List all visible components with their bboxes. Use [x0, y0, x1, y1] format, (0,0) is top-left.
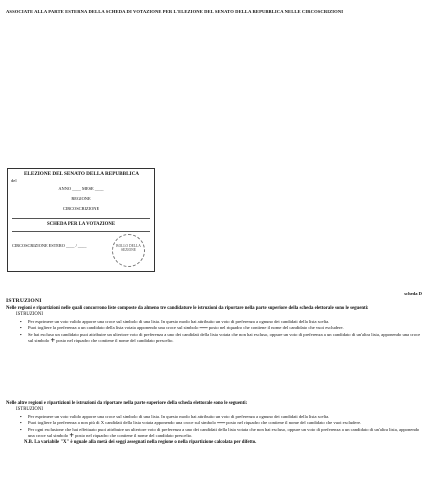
section-2-subtitle: ISTRUZIONI — [16, 407, 43, 413]
bullet-text: Per esprimere un voto valido apporre una croce sul simbolo di una lista. In questo modo hai attribuito un voto di preferenza a ognuno dei candidati della lista scelta. — [28, 318, 330, 324]
section-1-subtitle: ISTRUZIONI — [16, 312, 43, 318]
bullet-text: posto nel riquadro che contiene il nome del candidato prescelto. — [56, 338, 174, 344]
card-scheda-label: SCHEDA PER LA VOTAZIONE — [46, 222, 116, 227]
section-2-bullet-3 — [6, 427, 422, 440]
minus-symbol-icon: — — [199, 323, 208, 333]
bullet-dot: • — [20, 426, 22, 432]
plus-symbol-icon: + — [69, 431, 74, 441]
card-divider — [12, 218, 150, 219]
minus-symbol-icon: — — [217, 418, 226, 428]
ballot-card — [7, 168, 155, 272]
bullet-text: posto nel riquadro che contiene il nome del candidato che vuoi escludere. — [208, 325, 344, 331]
card-title: ELEZIONE DEL SENATO DELLA REPUBBLICA — [23, 171, 140, 177]
section-stamp: BOLLO DELLA SEZIONE — [112, 234, 145, 267]
bullet-text: Per ogni esclusione che hai effettuato puoi attribuire un ulteriore voto di preferenza a uno dei candidati della lista votata che non hai escluso, oppure un voto di preferenza a un candidato di un'altra lista, apponendo una croce sul simbolo — [28, 426, 420, 439]
bullet-text: posto nel riquadro che contiene il nome del candidato prescelto. — [75, 433, 193, 439]
card-region-line: REGIONE — [71, 196, 91, 201]
card-subtitle: del — [11, 178, 17, 183]
bullet-dot: • — [20, 413, 22, 419]
card-date-line: ANNO ____ MESE ____ — [58, 186, 104, 191]
section-2-note: N.B. La variabile "X" è uguale alla metà dei seggi assegnati nella regione o nella ripartizione calcolata per difetto. — [24, 439, 257, 445]
instructions-title: ISTRUZIONI — [6, 298, 42, 304]
bullet-text: posto nel riquadro che contiene il nome del candidato che vuoi escludere. — [226, 420, 362, 426]
card-divider — [12, 231, 150, 232]
plus-symbol-icon: + — [50, 336, 56, 346]
section-1-intro: Nelle regioni e ripartizioni nelle quali concorrono liste composte da almeno tre candidature le istruzioni da riportare nella parte superiore della scheda elettorale sono le seguenti: — [6, 306, 369, 311]
card-circ-label: CIRCOSCRIZIONE ESTERO ____ / ____ — [12, 243, 87, 248]
bullet-text: Se hai escluso un candidato puoi attribuire un ulteriore voto di preferenza a uno dei candidati della lista votata che non hai escluso, oppure un voto di preferenza a un candidato di un'altra lista, apponendo una croce sul simbolo — [28, 331, 421, 344]
section-1-bullet-2 — [6, 325, 422, 332]
bullet-dot: • — [20, 420, 22, 426]
bullet-dot: • — [20, 331, 22, 337]
section-2-bullet-2 — [6, 420, 422, 427]
bullet-dot: • — [20, 325, 22, 331]
bullet-dot: • — [20, 318, 22, 324]
section-1 — [6, 306, 422, 345]
section-1-bullet-3 — [6, 332, 422, 345]
section-2-intro: Nelle altre regioni e ripartizioni le istruzioni da riportare nella parte superiore della scheda elettorale sono le seguenti: — [6, 401, 248, 406]
bullet-text: Puoi togliere la preferenza a un candidato della lista votata apponendo una croce sul simbolo — [28, 325, 199, 331]
card-circoscrizione-line: CIRCOSCRIZIONE — [62, 206, 100, 211]
page-header: ASSOCIATE ALLA PARTE ESTERNA DELLA SCHEDA DI VOTAZIONE PER L'ELEZIONE DEL SENATO DELLA REPUBBLICA NELLE CIRCOSCRIZIONI — [6, 9, 344, 14]
scheda-tag: scheda D — [404, 291, 422, 296]
section-2 — [6, 401, 422, 446]
bullet-text: Puoi togliere la preferenza a non più di X candidati della lista votata apponendo una croce sul simbolo — [28, 420, 216, 426]
bullet-text: Per esprimere un voto valido apporre una croce sul simbolo di una lista. In questo modo hai attribuito un voto di preferenza a ognuno dei candidati della lista scelta. — [28, 413, 330, 419]
